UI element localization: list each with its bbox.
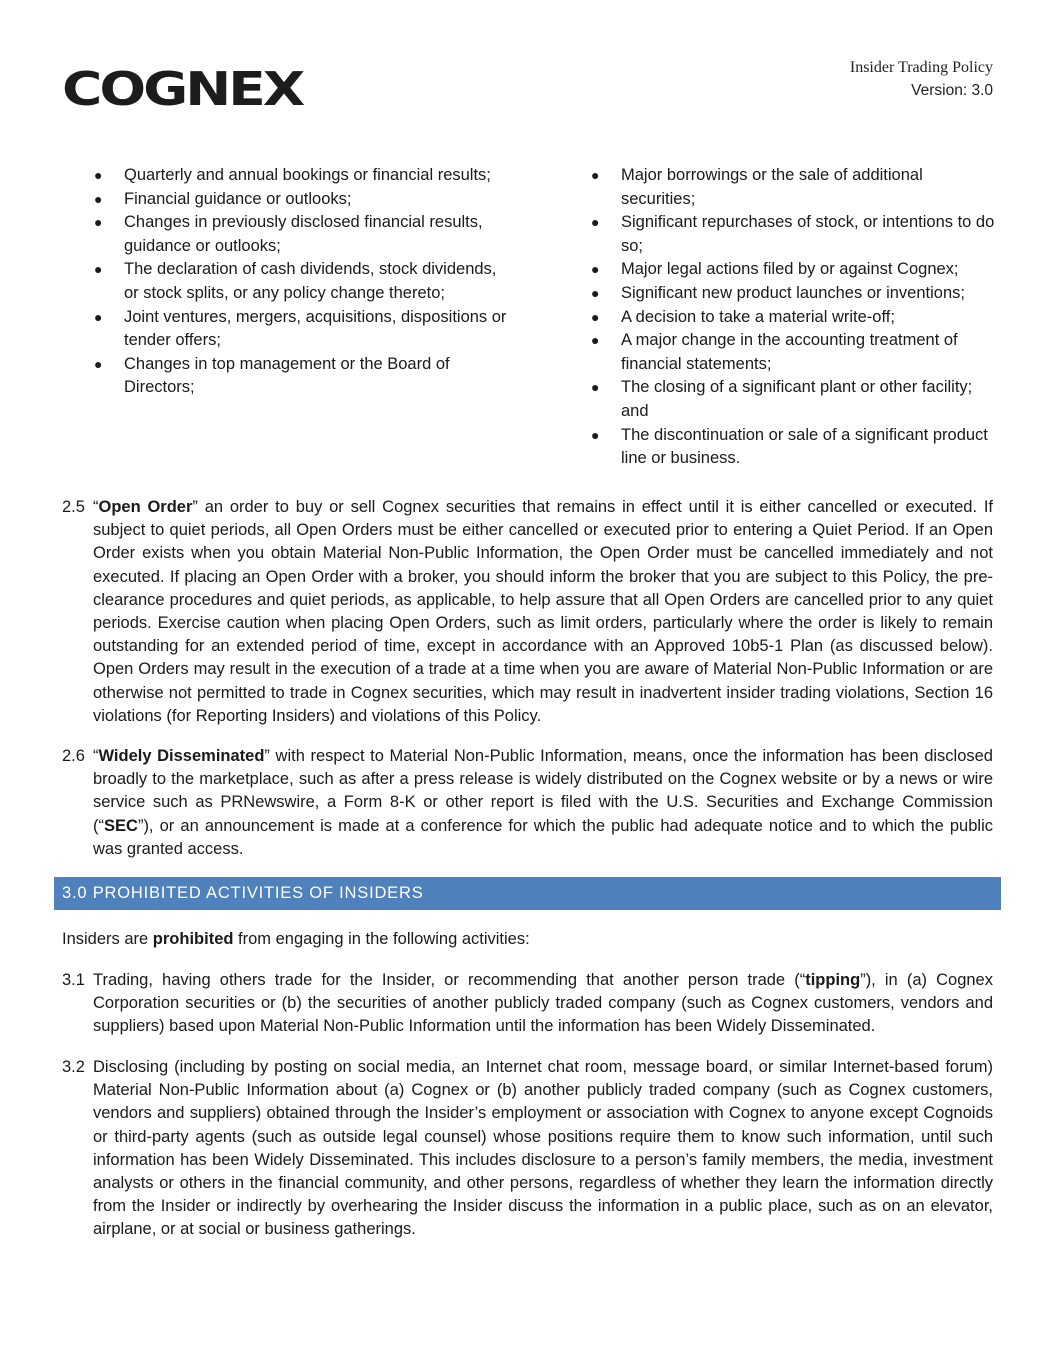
document-version: Version: 3.0 <box>911 82 993 99</box>
bullet-icon: ● <box>591 332 600 349</box>
bullet-icon: ● <box>94 261 103 278</box>
bullet-list-left <box>92 164 512 400</box>
section-intro: Insiders are prohibited from engaging in the following activities: <box>62 930 530 948</box>
list-item: ● Significant repurchases of stock, or intentions to do so; <box>591 213 995 255</box>
list-item: ● Major legal actions filed by or against Cognex; <box>589 258 999 282</box>
list-item: ● The closing of a significant plant or other facility; and <box>591 378 973 420</box>
clause-2-6: 2.6 “Widely Disseminated” with respect to Material Non-Public Information, means, once the information has been disclosed broadly to the marketplace, such as after a press release is widely distributed on the Cognex website or by a news or wire service such as PRNewswire, a Form 8-K or other report is filed with the U.S. Securities and Exchange Commission (“SEC”), or an announcement is made at a conference for which the public had adequate notice and to which the public was granted access. <box>62 747 993 858</box>
clause-number: 3.2 <box>62 1058 85 1076</box>
list-item: ● Changes in previously disclosed financial results, guidance or outlooks; <box>94 213 483 255</box>
list-item: ● The declaration of cash dividends, stock dividends, or stock splits, or any policy change thereto; <box>94 260 497 302</box>
cognex-logo: COGNEX <box>62 61 303 117</box>
clause-text: ), or an announcement is made at a conference for which the public had adequate notice and to which the public was granted access. <box>93 816 993 858</box>
abbreviation: SEC <box>104 816 138 835</box>
bullet-icon: ● <box>94 167 103 183</box>
clause-text: Disclosing (including by posting on social media, an Internet chat room, message board, or similar Internet-based forum) Material Non-Public Information about (a) Cognex or (b) another publicly traded company (such as Cognex customers, vendors and suppliers) obtained through the Insider’s employment or association with Cognex to anyone except Cognoids or third-party agents (such as outside legal counsel) whose positions require them to know such information, until such information has been Widely Disseminated. This includes disclosure to a person’s family members, the media, investment analysts or others in the financial community, and other persons, regardless of whether they learn the information directly from the Insider or indirectly by overhearing the Insider discuss the information in a public place, such as on an elevator, airplane, or at social or business gatherings. <box>93 1058 993 1239</box>
clause-number: 3.1 <box>62 971 85 989</box>
clause-text: an order to buy or sell Cognex securities that remains in effect until it is either cancelled or executed. If subject to quiet periods, all Open Orders must be either cancelled or executed prior to entering a Quiet Period. If an Open Order exists when you obtain Material Non-Public Information, the Open Order must be cancelled immediately and not executed. If placing an Open Order with a broker, you should inform the broker that you are subject to this Policy, the pre-clearance procedures and quiet periods, as applicable, to help assure that all Open Orders are cancelled prior to any quiet periods. Exercise caution when placing Open Orders, such as limit orders, particularly where the order is likely to remain outstanding for an extended period of time, except in accordance with an Approved 10b5-1 Plan (as discussed below). Open Orders may result in the execution of a trade at a time when you are aware of Material Non-Public Information or are otherwise not permitted to trade in Cognex securities, which may result in inadvertent insider trading violations, Section 16 violations (for Reporting Insiders) and violations of this Policy. <box>93 498 993 725</box>
defined-term: Widely Disseminated <box>98 747 265 765</box>
bullet-icon: ● <box>591 284 600 301</box>
bullet-icon: ● <box>591 261 600 278</box>
list-item: ● Changes in top management or the Board of Directors; <box>94 354 450 397</box>
bullet-icon: ● <box>94 308 103 325</box>
list-item: ● Joint ventures, mergers, acquisitions, dispositions or tender offers; <box>94 307 507 350</box>
bullet-icon: ● <box>94 355 103 372</box>
list-item: ● Quarterly and annual bookings or financial results; <box>92 164 512 188</box>
list-item: ● Major borrowings or the sale of additional securities; <box>591 166 923 208</box>
bullet-icon: ● <box>591 426 600 443</box>
bullet-icon: ● <box>591 379 600 396</box>
list-item: ● The discontinuation or sale of a significant product line or business. <box>591 425 988 468</box>
list-item: ● Significant new product launches or inventions; <box>589 282 999 306</box>
clause-text: ), in (a) Cognex Corporation securities or (b) the securities of another publicly traded company (such as Cognex customers, vendors and suppliers) based upon Material Non-Public Information until the information has been Widely Disseminated. <box>93 971 993 1036</box>
section-heading: 3.0 PROHIBITED ACTIVITIES OF INSIDERS <box>54 877 1001 910</box>
emphasis: prohibited <box>152 930 234 948</box>
defined-term: Open Order <box>98 498 193 516</box>
bullet-icon: ● <box>591 167 600 183</box>
list-item: ● A decision to take a material write-off; <box>589 306 999 330</box>
clause-number: 2.5 <box>62 498 85 516</box>
clause-3-2 <box>62 1056 993 1242</box>
bullet-icon: ● <box>591 308 600 325</box>
bullet-icon: ● <box>94 190 103 207</box>
clause-text: with respect to Material Non-Public Information, means, once the information has been disclosed broadly to the marketplace, such as after a press release is widely distributed on the Cognex website or by a news or wire service such as PRNewswire, a Form 8-K or other report is filed with the U.S. Securities and Exchange Commission ( <box>93 747 993 835</box>
bullet-icon: ● <box>591 214 600 231</box>
defined-term: tipping <box>805 971 861 989</box>
clause-text: Trading, having others trade for the Insider, or recommending that another person trade ( <box>93 971 800 989</box>
clause-2-5: 2.5 “Open Order” an order to buy or sell Cognex securities that remains in effect until it is either cancelled or executed. If subject to quiet periods, all Open Orders must be either cancelled or executed prior to entering a Quiet Period. If an Open Order exists when you obtain Material Non-Public Information, the Open Order must be cancelled immediately and not executed. If placing an Open Order with a broker, you should inform the broker that you are subject to this Policy, the pre-clearance procedures and quiet periods, as applicable, to help assure that all Open Orders are cancelled prior to any quiet periods. Exercise caution when placing Open Orders, such as limit orders, particularly where the order is likely to remain outstanding for an extended period of time, except in accordance with an Approved 10b5-1 Plan (as discussed below). Open Orders may result in the execution of a trade at a time when you are aware of Material Non-Public Information or are otherwise not permitted to trade in Cognex securities, which may result in inadvertent insider trading violations, Section 16 violations (for Reporting Insiders) and violations of this Policy. <box>62 498 993 725</box>
document-title: Insider Trading Policy <box>849 59 993 76</box>
bullet-icon: ● <box>94 214 103 231</box>
clause-number: 2.6 <box>62 747 85 765</box>
clause-3-1: 3.1 Trading, having others trade for the Insider, or recommending that another person trade (“tipping”), in (a) Cognex Corporation securities or (b) the securities of another publicly traded company (such as Cognex customers, vendors and suppliers) based upon Material Non-Public Information until the information has been Widely Disseminated. <box>62 971 993 1036</box>
list-item: ● A major change in the accounting treatment of financial statements; <box>591 331 958 373</box>
list-item: ● Financial guidance or outlooks; <box>92 188 512 212</box>
bullet-list-right <box>589 164 999 471</box>
